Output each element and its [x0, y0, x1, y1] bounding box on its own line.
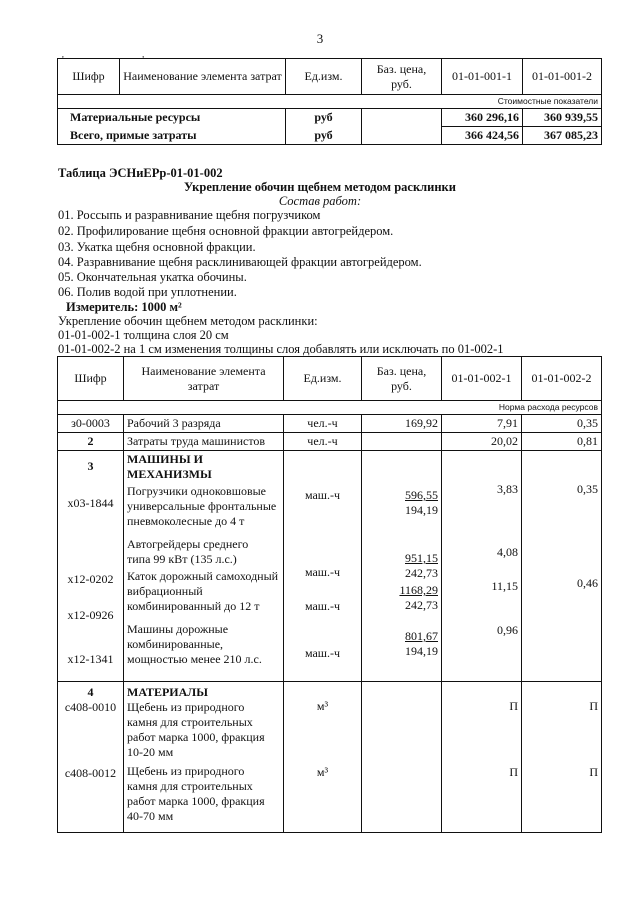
table-row	[58, 433, 602, 451]
row-name: Автогрейдеры среднего типа 99 кВт (135 л.с.)	[127, 537, 249, 566]
row-value: 7,91	[442, 415, 522, 433]
subheader: Норма расхода ресурсов	[58, 401, 602, 415]
row-price-secondary: 194,19	[405, 644, 438, 658]
row-value: 367 085,23	[523, 127, 602, 145]
work-item: 04. Разравнивание щебня расклинивающей фракции автогрейдером.	[58, 255, 422, 269]
table-header-row	[58, 59, 602, 95]
row-unit: руб	[286, 127, 362, 145]
cost-table	[57, 58, 602, 145]
section-number: 3	[87, 459, 94, 473]
row-unit: руб	[286, 109, 362, 127]
section-machines	[58, 451, 602, 682]
row-value: 0,35	[577, 482, 598, 496]
row-unit: маш.-ч	[304, 599, 341, 613]
work-item: 03. Укатка щебня основной фракции.	[58, 240, 256, 254]
row-unit: чел.-ч	[284, 433, 362, 451]
row-value: 366 424,56	[442, 127, 523, 145]
table-row	[58, 109, 602, 127]
row-value: П	[589, 765, 598, 779]
row-name: Щебень из природного камня для строительных работ марка 1000, фракция 40-70 мм	[127, 764, 265, 823]
row-code: с408-0012	[64, 766, 117, 780]
work-item: 02. Профилирование щебня основной фракции автогрейдером.	[58, 224, 394, 238]
col-header: Наименование элемента затрат	[120, 59, 286, 95]
row-unit: маш.-ч	[304, 565, 341, 579]
row-unit: м³	[316, 699, 329, 713]
row-price-secondary: 242,73	[405, 598, 438, 612]
table-row	[58, 127, 602, 145]
row-price-secondary: 194,19	[405, 503, 438, 517]
page-number: 3	[316, 31, 324, 46]
row-value: П	[589, 699, 598, 713]
row-value: 0,35	[522, 415, 602, 433]
row-name: Рабочий 3 разряда	[124, 415, 284, 433]
row-code: х12-1341	[67, 652, 114, 666]
section-title: МАТЕРИАЛЫ	[127, 685, 208, 699]
col-header: Шифр	[58, 357, 124, 401]
work-item: 06. Полив водой при уплотнении.	[58, 285, 237, 299]
row-code: х03-1844	[67, 496, 114, 510]
resource-table	[57, 356, 602, 833]
row-name: Погрузчики одноковшовые универсальные фронтальные пневмоколесные до 4 т	[127, 484, 277, 528]
section-title: МАШИНЫ И МЕХАНИЗМЫ	[127, 452, 212, 481]
row-price: 951,15	[405, 551, 438, 565]
row-unit: маш.-ч	[304, 488, 341, 502]
row-name: Затраты труда машинистов	[124, 433, 284, 451]
row-code: з0-0003	[58, 415, 124, 433]
row-code: х12-0926	[67, 608, 114, 622]
row-value: 11,15	[491, 579, 518, 593]
col-header: 01-01-002-2	[522, 357, 602, 401]
col-header: Шифр	[58, 59, 120, 95]
composition-title: Состав работ:	[278, 194, 362, 208]
row-unit: чел.-ч	[284, 415, 362, 433]
subheader: Стоимостные показатели	[58, 95, 602, 109]
row-name: Материальные ресурсы	[58, 109, 286, 127]
row-unit: маш.-ч	[304, 646, 341, 660]
col-header: Наименование элемента затрат	[124, 357, 284, 401]
section-materials	[58, 682, 602, 833]
row-price: 1168,29	[399, 583, 438, 597]
row-unit: м³	[316, 765, 329, 779]
row-value: 360 296,16	[442, 109, 523, 127]
measure: Измеритель: 1000 м²	[66, 300, 182, 314]
row-code: 2	[58, 433, 124, 451]
scan-marks: ' '	[62, 55, 183, 66]
row-value: 360 939,55	[523, 109, 602, 127]
row-value: 4,08	[497, 545, 518, 559]
row-value: 0,81	[522, 433, 602, 451]
row-price	[362, 682, 442, 833]
table-title: Таблица ЭСНиЕРр-01-01-002	[58, 166, 223, 180]
col-header: Баз. цена, руб.	[362, 357, 442, 401]
table-header-row	[58, 357, 602, 401]
row-name: Каток дорожный самоходный вибрационный комбинированный до 12 т	[127, 569, 279, 613]
row-name: Всего, примые затраты	[58, 127, 286, 145]
col-header: Ед.изм.	[284, 357, 362, 401]
table-row	[58, 415, 602, 433]
row-value: П	[509, 699, 518, 713]
row-price: 596,55	[405, 488, 438, 502]
row-price-secondary: 242,73	[405, 566, 438, 580]
row-name: Машины дорожные комбинированные, мощностью менее 210 л.с.	[127, 622, 262, 666]
row-price: 169,92	[362, 415, 442, 433]
row-value: 0,96	[497, 623, 518, 637]
row-value: П	[509, 765, 518, 779]
row-name: Щебень из природного камня для строительных работ марка 1000, фракция 10-20 мм	[127, 700, 265, 759]
row-code: х12-0202	[67, 572, 114, 586]
work-item: 05. Окончательная укатка обочины.	[58, 270, 247, 284]
col-header: Баз. цена, руб.	[362, 59, 442, 95]
row-value: 3,83	[497, 482, 518, 496]
table-subtitle: Укрепление обочин щебнем методом расклинки	[184, 180, 456, 194]
section-number: 4	[87, 685, 94, 699]
description-line: 01-01-002-2 на 1 см изменения толщины слоя добавлять или исключать по 01-002-1	[58, 342, 504, 356]
work-item: 01. Россыпь и разравнивание щебня погрузчиком	[58, 208, 321, 222]
col-header: Ед.изм.	[286, 59, 362, 95]
row-price: 801,67	[405, 629, 438, 643]
col-header: 01-01-001-1	[442, 59, 523, 95]
row-price	[362, 433, 442, 451]
row-value: 20,02	[442, 433, 522, 451]
col-header: 01-01-001-2	[523, 59, 602, 95]
row-code: с408-0010	[64, 700, 117, 714]
description-line: 01-01-002-1 толщина слоя 20 см	[58, 328, 229, 342]
row-value: 0,46	[577, 576, 598, 590]
col-header: 01-01-002-1	[442, 357, 522, 401]
description-line: Укрепление обочин щебнем методом расклинки:	[58, 314, 318, 328]
